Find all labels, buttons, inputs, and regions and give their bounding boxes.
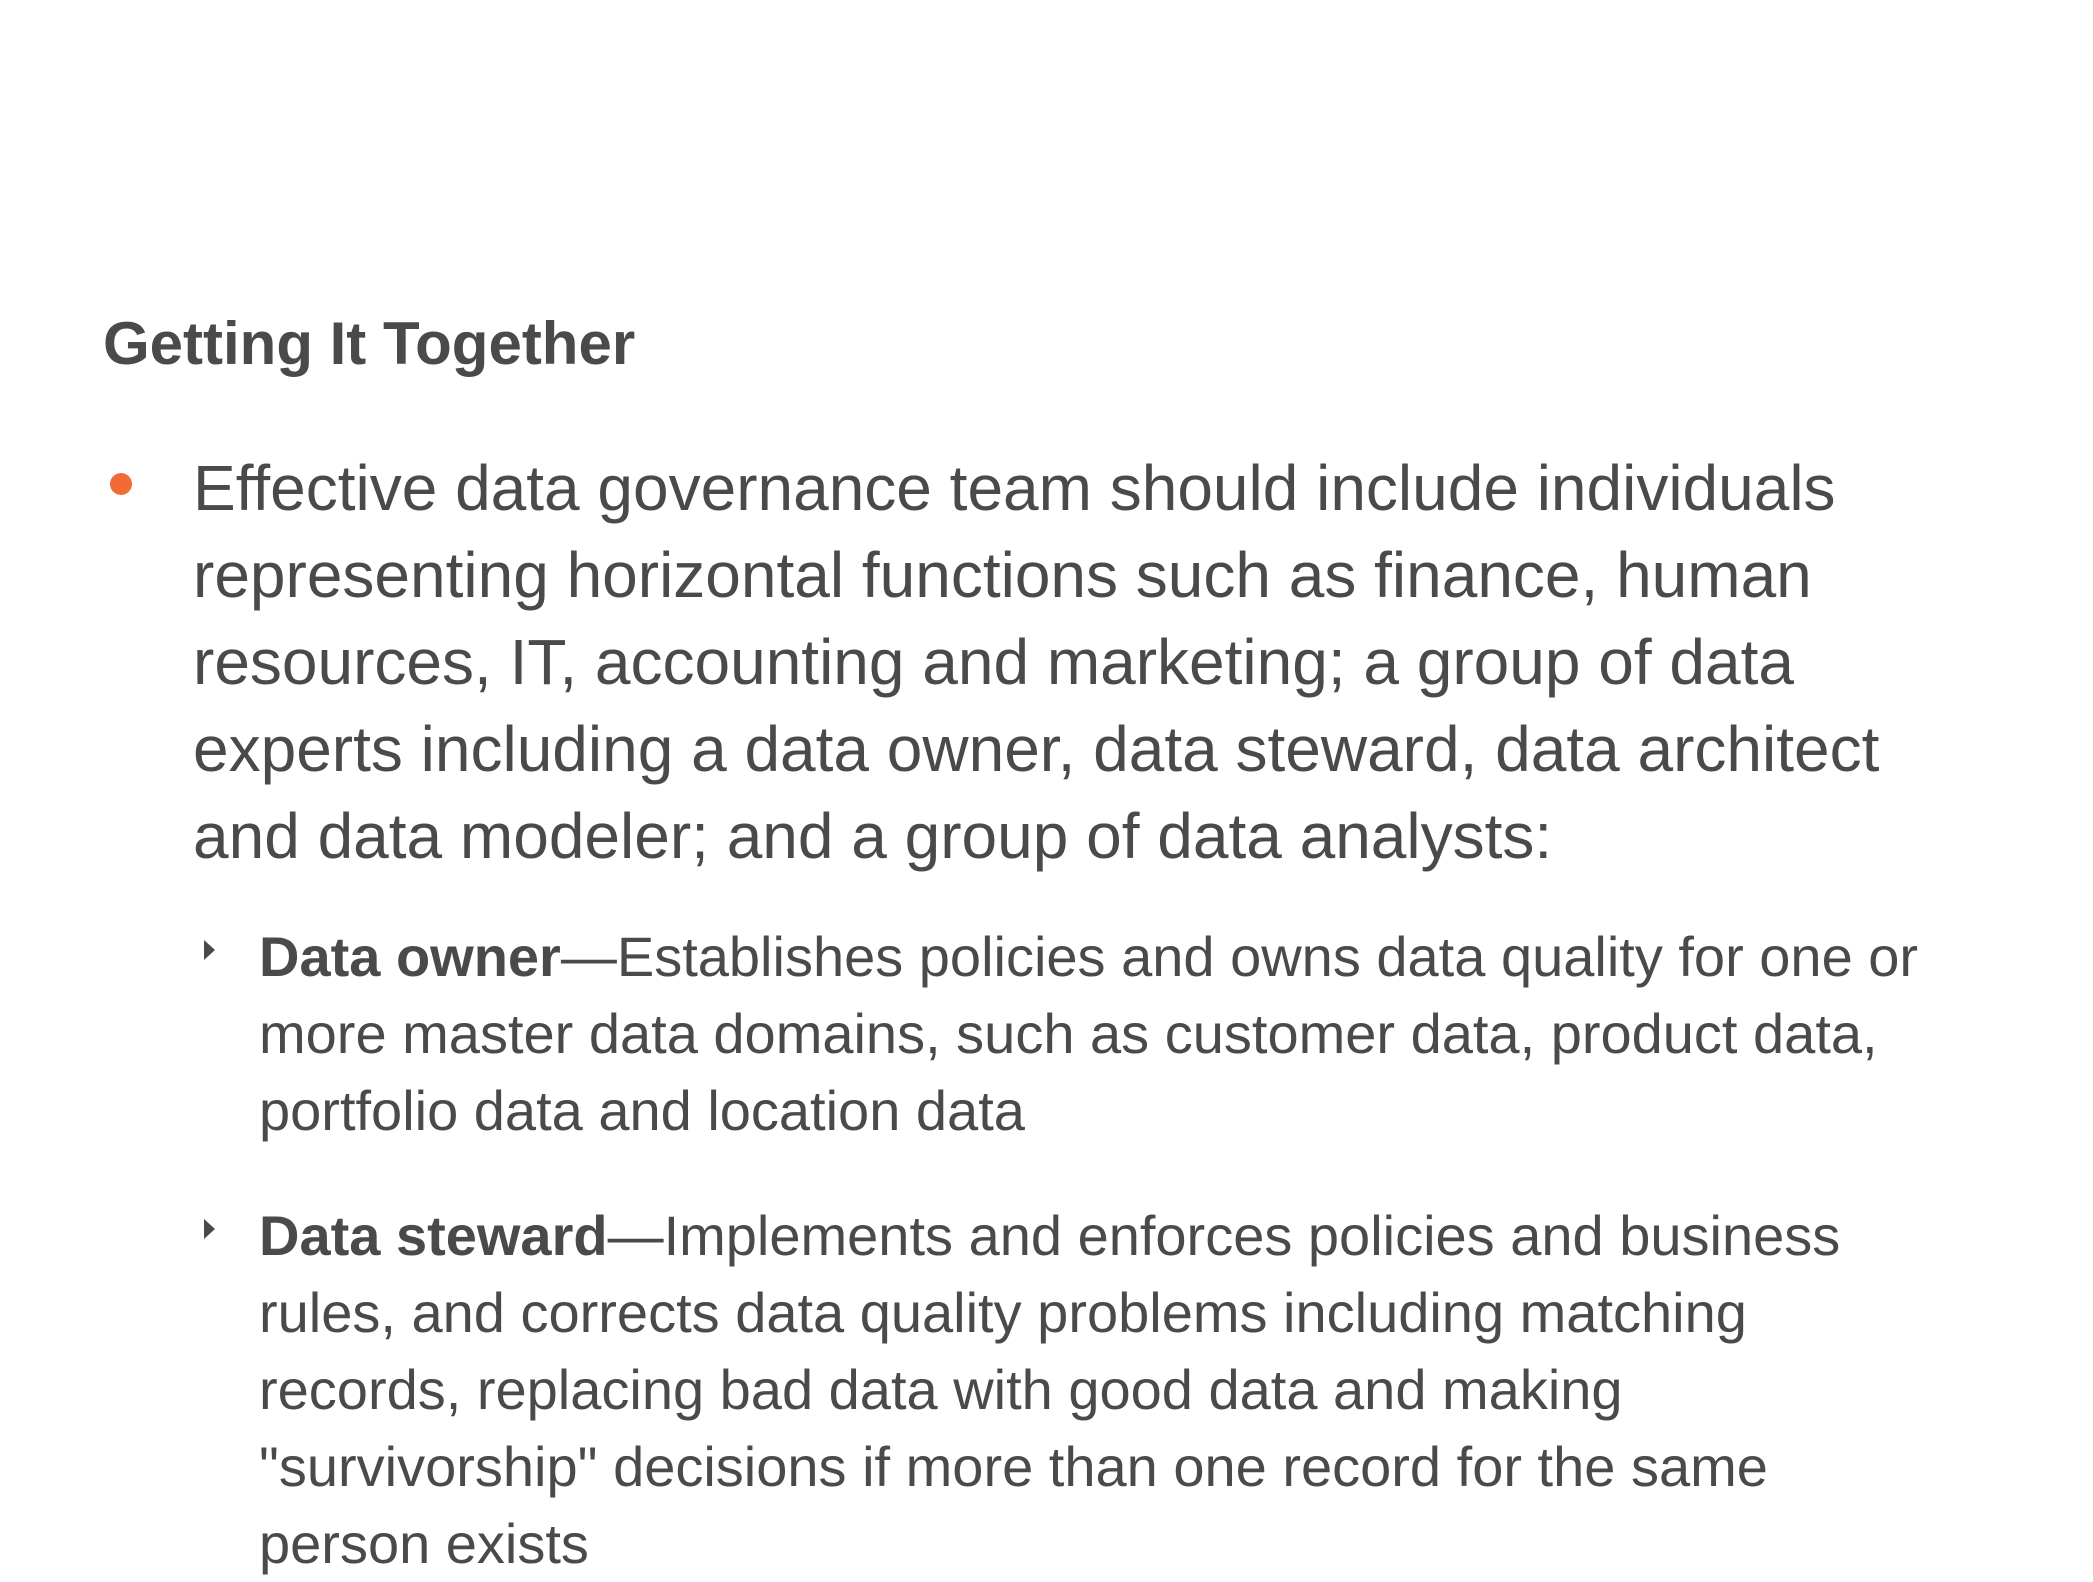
sub-bullet-term: Data owner bbox=[259, 925, 561, 988]
sub-bullet-first-line bbox=[259, 918, 1918, 995]
sub-bullet-text bbox=[259, 918, 1918, 1149]
sub-bullet-text bbox=[259, 1197, 1840, 1582]
main-bullet-line: representing horizontal functions such as finance, human bbox=[193, 539, 1812, 611]
sub-bullet-line: Establishes policies and owns data quality for one or bbox=[616, 925, 1919, 988]
sub-bullet-line: records, replacing bad data with good data and making bbox=[259, 1358, 1623, 1421]
sub-bullet-line: "survivorship" decisions if more than one record for the same bbox=[259, 1435, 1768, 1498]
sub-bullet-term: Data steward bbox=[259, 1204, 608, 1267]
triangle-bullet-icon bbox=[204, 940, 215, 960]
slide-title: Getting It Together bbox=[103, 310, 636, 377]
main-bullet-line: Effective data governance team should include individuals bbox=[193, 452, 1836, 524]
sub-bullet-line: rules, and corrects data quality problems including matching bbox=[259, 1281, 1747, 1344]
sub-bullet-separator: — bbox=[607, 1204, 664, 1267]
sub-bullet-line: portfolio data and location data bbox=[259, 1079, 1025, 1142]
sub-bullet-first-line bbox=[259, 1197, 1840, 1274]
main-bullet-line: experts including a data owner, data steward, data architect bbox=[193, 713, 1880, 785]
triangle-bullet-icon bbox=[204, 1219, 215, 1239]
sub-bullet-line: person exists bbox=[259, 1512, 589, 1575]
sub-bullet-separator: — bbox=[560, 925, 617, 988]
orange-dot-bullet-icon bbox=[110, 473, 132, 495]
sub-bullet-line: Implements and enforces policies and business bbox=[663, 1204, 1841, 1267]
main-bullet-text bbox=[193, 445, 2093, 880]
main-bullet-line: and data modeler; and a group of data analysts: bbox=[193, 800, 1553, 872]
main-bullet-line: resources, IT, accounting and marketing; a group of data bbox=[193, 626, 1794, 698]
sub-bullet-line: more master data domains, such as customer data, product data, bbox=[259, 1002, 1878, 1065]
